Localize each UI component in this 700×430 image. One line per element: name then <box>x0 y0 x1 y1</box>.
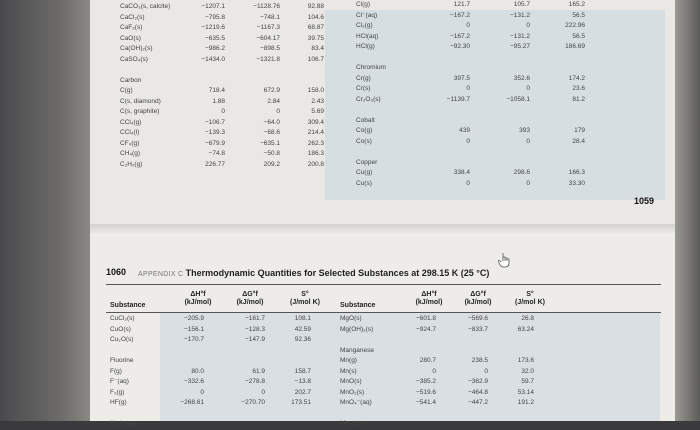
dH-cell: −1139.7 <box>446 95 470 103</box>
S-cell: 63.24 <box>517 325 534 333</box>
dG-cell: −604.17 <box>256 34 280 42</box>
dH-cell: 0 <box>200 388 204 396</box>
substance-cell: CaCO₃(s, calcite) <box>120 3 171 10</box>
dH-cell <box>430 116 470 127</box>
S-cell <box>290 65 324 76</box>
S-cell: 5.69 <box>311 108 324 115</box>
page-number-1060: 1060 <box>106 267 127 277</box>
dH-cell: −332.6 <box>183 378 204 385</box>
substance-cell: CaSO₄(s) <box>120 55 148 63</box>
top-left-dH-column <box>185 2 225 170</box>
dH-cell <box>430 105 470 116</box>
top-left-S-column <box>290 2 324 170</box>
header-S-right: S° (J/mol K) <box>515 291 545 306</box>
dG-cell: 0 <box>276 108 280 115</box>
dH-cell: −1434.0 <box>201 55 225 63</box>
substance-cell <box>110 346 138 357</box>
dH-cell <box>400 409 436 420</box>
header-dH-left: ΔH°f (kJ/mol) <box>184 291 212 306</box>
dG-cell: −131.2 <box>509 32 530 40</box>
substance-cell: CH₄(g) <box>120 150 140 157</box>
S-cell <box>545 116 585 127</box>
page-fold <box>90 224 675 236</box>
S-cell: 56.5 <box>572 32 585 40</box>
substance-cell: HF(g) <box>110 399 127 406</box>
bottom-left-S-column <box>275 314 311 430</box>
dG-cell <box>448 346 488 357</box>
dH-cell: 718.4 <box>208 87 225 94</box>
S-cell: 81.2 <box>572 95 585 103</box>
S-cell: 262.3 <box>307 139 324 147</box>
S-cell: 108.1 <box>294 315 311 322</box>
substance-cell: Chromium <box>356 64 386 71</box>
dH-cell: 226.77 <box>205 160 225 168</box>
substance-cell: Mn(s) <box>340 367 357 375</box>
dH-cell: 0 <box>221 108 225 115</box>
S-cell: 158.7 <box>294 367 311 375</box>
dH-cell: 338.4 <box>453 169 470 176</box>
S-cell <box>545 158 585 169</box>
S-cell: 2.43 <box>311 97 324 105</box>
bottom-right-S-column <box>498 314 534 430</box>
dG-cell: −1321.8 <box>256 55 280 63</box>
S-cell: 173.6 <box>517 357 534 364</box>
S-cell: 158.0 <box>307 87 324 94</box>
dG-cell <box>448 409 488 420</box>
S-cell: 186.69 <box>565 43 585 50</box>
dG-cell: −833.7 <box>467 325 488 333</box>
S-cell: 214.4 <box>307 129 324 136</box>
dH-cell <box>168 409 204 420</box>
dG-cell: −748.1 <box>259 13 280 21</box>
dH-cell: 439 <box>459 127 470 134</box>
dH-cell: −519.6 <box>415 388 436 396</box>
substance-cell: Cobalt <box>356 116 375 124</box>
header-substance-left: Substance <box>110 302 146 309</box>
substance-cell: MgO(s) <box>340 315 362 322</box>
S-cell: 42.59 <box>294 325 311 333</box>
substance-cell: Co(s) <box>356 137 372 145</box>
substance-cell: Cu(s) <box>356 179 372 187</box>
S-cell: 166.3 <box>568 169 585 176</box>
dH-cell: −1219.6 <box>201 24 225 31</box>
dG-cell: 298.6 <box>513 169 530 176</box>
dH-cell: −74.8 <box>208 150 225 157</box>
substance-cell: C₂H₂(g) <box>120 160 143 168</box>
dH-cell: −986.2 <box>204 45 225 52</box>
S-cell: 174.2 <box>568 74 585 82</box>
dG-cell: −161.7 <box>244 315 265 322</box>
top-right-dH-column <box>430 0 470 189</box>
dH-cell: −385.2 <box>415 378 436 385</box>
S-cell: 53.14 <box>517 388 534 396</box>
dG-cell: 2.84 <box>267 97 280 105</box>
dH-cell <box>430 63 470 74</box>
header-top-rule <box>106 284 661 285</box>
substance-cell <box>356 53 386 64</box>
substance-cell <box>356 147 386 158</box>
dG-cell <box>490 147 530 158</box>
substance-cell: CuO(s) <box>110 325 131 333</box>
S-cell <box>290 76 324 87</box>
substance-cell: HCl(aq) <box>356 32 379 40</box>
substance-cell: Cr₂O₃(s) <box>356 95 381 103</box>
dH-cell: −167.2 <box>449 11 470 19</box>
dH-cell <box>185 65 225 76</box>
substance-cell: CF₄(g) <box>120 139 140 147</box>
dH-cell <box>430 53 470 64</box>
S-cell <box>545 147 585 158</box>
substance-cell: Cu(g) <box>356 169 373 176</box>
bottom-left-dG-column <box>225 314 265 430</box>
dH-cell <box>400 346 436 357</box>
dH-cell <box>430 158 470 169</box>
top-right-S-column <box>545 0 585 189</box>
substance-cell: CaO(s) <box>120 34 141 42</box>
dG-cell: −50.8 <box>263 150 280 157</box>
dG-cell <box>240 65 280 76</box>
S-cell: 92.88 <box>307 3 324 10</box>
S-cell <box>498 335 534 346</box>
bottom-right-dG-column <box>448 314 488 430</box>
substance-cell: F₂(g) <box>110 388 125 396</box>
substance-cell: Mg(OH)₂(s) <box>340 325 374 333</box>
dH-cell: −92.30 <box>449 43 470 50</box>
dG-cell: −95.27 <box>509 43 530 50</box>
S-cell: 106.7 <box>307 55 324 63</box>
dH-cell: −795.8 <box>204 13 225 21</box>
dH-cell: 0 <box>466 179 470 187</box>
top-right-substance-column <box>356 0 386 189</box>
bottom-right-dH-column <box>400 314 436 430</box>
substance-cell: HCl(g) <box>356 43 375 50</box>
bottom-left-substance-column <box>110 314 138 430</box>
dG-cell: −464.8 <box>467 388 488 396</box>
top-left-substance-column <box>120 2 170 170</box>
S-cell: 32.0 <box>521 367 534 375</box>
dH-cell <box>400 335 436 346</box>
dG-cell: 0 <box>261 388 265 396</box>
dH-cell: −205.9 <box>183 315 204 322</box>
substance-cell <box>120 65 170 76</box>
S-cell: 39.75 <box>307 34 324 42</box>
dG-cell <box>240 76 280 87</box>
dH-cell: −679.9 <box>204 139 225 147</box>
substance-cell <box>340 335 374 346</box>
dH-cell: −170.7 <box>183 336 204 343</box>
substance-cell: Fluorine <box>110 357 134 364</box>
S-cell <box>498 409 534 420</box>
substance-cell: CuCl₂(s) <box>110 315 135 322</box>
dG-cell: −270.70 <box>241 399 265 406</box>
S-cell: 186.3 <box>307 150 324 157</box>
dG-cell: −131.2 <box>509 11 530 19</box>
dG-cell: −569.6 <box>467 315 488 322</box>
dG-cell: 672.9 <box>263 87 280 94</box>
dH-cell <box>168 356 204 367</box>
bottom-right-substance-column <box>340 314 374 430</box>
S-cell <box>275 409 311 420</box>
bottom-left-dH-column <box>168 314 204 430</box>
header-dH-right: ΔH°f (kJ/mol) <box>415 291 443 306</box>
dG-cell: −1058.1 <box>506 95 530 103</box>
dH-cell: 0 <box>466 85 470 92</box>
dG-cell <box>448 335 488 346</box>
dG-cell: −362.9 <box>467 378 488 385</box>
substance-cell: MnO₄⁻(aq) <box>340 399 372 406</box>
S-cell: 202.7 <box>294 388 311 396</box>
S-cell: 191.2 <box>517 399 534 406</box>
substance-cell: Mercury <box>340 420 364 427</box>
substance-cell: CaCl₂(s) <box>120 13 145 21</box>
S-cell: 68.87 <box>307 24 324 31</box>
substance-cell: Cl₂(g) <box>356 22 373 29</box>
S-cell: 165.2 <box>568 1 585 8</box>
S-cell: −13.8 <box>294 378 311 385</box>
dG-cell: 105.7 <box>513 1 530 8</box>
dG-cell: −128.3 <box>244 325 265 333</box>
dG-cell <box>490 158 530 169</box>
dH-cell <box>185 76 225 87</box>
dG-cell <box>225 409 265 420</box>
S-cell <box>545 63 585 74</box>
dH-cell: −167.2 <box>449 32 470 40</box>
table-title <box>138 268 489 278</box>
substance-cell: C(g) <box>120 87 133 94</box>
substance-cell <box>340 409 374 420</box>
substance-cell <box>110 409 138 420</box>
substance-cell: C(s, graphite) <box>120 108 160 115</box>
dH-cell: −139.3 <box>204 129 225 136</box>
top-left-dG-column <box>240 2 280 170</box>
S-cell: 309.4 <box>307 118 324 126</box>
dG-cell: −1167.3 <box>256 24 280 31</box>
dH-cell: 0 <box>466 137 470 145</box>
dG-cell: −147.9 <box>244 336 265 343</box>
header-dG-right: ΔG°f (kJ/mol) <box>464 291 492 306</box>
dG-cell <box>490 63 530 74</box>
substance-cell: Cr(s) <box>356 85 371 92</box>
substance-cell: Cr(g) <box>356 74 371 82</box>
substance-cell: CaF₂(s) <box>120 24 143 31</box>
dH-cell: −268.61 <box>180 399 204 406</box>
S-cell: 56.5 <box>572 11 585 19</box>
S-cell: 26.8 <box>521 315 534 322</box>
dG-cell <box>225 356 265 367</box>
dG-cell: 238.5 <box>471 357 488 364</box>
dG-cell <box>225 346 265 357</box>
substance-cell: C(s, diamond) <box>120 97 161 105</box>
S-cell <box>545 53 585 64</box>
dG-cell: −898.5 <box>259 45 280 52</box>
S-cell: 59.7 <box>521 378 534 385</box>
substance-cell: Hydrogen <box>110 420 139 427</box>
dH-cell: −635.5 <box>204 34 225 42</box>
dH-cell: 121.7 <box>453 1 470 8</box>
substance-cell: F⁻(aq) <box>110 378 129 385</box>
substance-cell <box>356 105 386 116</box>
substance-cell: F(g) <box>110 367 122 375</box>
appendix-label: APPENDIX C <box>138 271 184 278</box>
page-number-1059: 1059 <box>634 196 655 206</box>
dG-cell <box>490 53 530 64</box>
S-cell: 28.4 <box>572 137 585 145</box>
S-cell: 179 <box>574 127 585 134</box>
dG-cell: −64.0 <box>263 118 280 126</box>
S-cell <box>545 105 585 116</box>
dH-cell: 1.88 <box>212 97 225 105</box>
hand-pointer-icon <box>498 252 512 268</box>
dH-cell: 80.0 <box>191 367 204 375</box>
substance-cell: Cu₂O(s) <box>110 336 134 343</box>
dH-cell: −601.8 <box>415 315 436 322</box>
dH-cell <box>430 147 470 158</box>
dH-cell <box>168 346 204 357</box>
binder-background <box>0 0 90 421</box>
dG-cell: 0 <box>526 22 530 29</box>
dG-cell <box>490 105 530 116</box>
S-cell: 173.51 <box>291 399 311 406</box>
header-substance-right: Substance <box>340 302 376 309</box>
substance-cell: MnO(s) <box>340 378 362 385</box>
S-cell: 23.6 <box>572 85 585 92</box>
dG-cell: −635.1 <box>259 139 280 147</box>
dH-cell: −541.4 <box>415 399 436 406</box>
substance-cell: Cl(g) <box>356 1 371 8</box>
dH-cell: −106.7 <box>204 118 225 126</box>
dH-cell: 280.7 <box>419 357 436 364</box>
S-cell: 33.30 <box>568 179 585 187</box>
S-cell <box>275 356 311 367</box>
substance-cell: CCl₄(l) <box>120 129 140 136</box>
table-title-text: Thermodynamic Quantities for Selected Substances at 298.15 K (25 °C) <box>185 268 490 278</box>
dG-cell: 0 <box>526 85 530 92</box>
dH-cell: 397.5 <box>453 74 470 82</box>
S-cell: 222.96 <box>565 22 585 29</box>
dH-cell: −1207.1 <box>201 3 225 10</box>
substance-cell: MnO₂(s) <box>340 388 365 396</box>
page-edge <box>675 0 700 421</box>
dG-cell <box>490 116 530 127</box>
dG-cell: 0 <box>484 367 488 375</box>
S-cell <box>275 346 311 357</box>
dH-cell: 0 <box>432 367 436 375</box>
S-cell: 83.4 <box>311 45 324 52</box>
dG-cell: 209.2 <box>263 160 280 168</box>
S-cell <box>498 346 534 357</box>
S-cell: 104.6 <box>307 13 324 21</box>
dG-cell: 0 <box>526 137 530 145</box>
substance-cell: Co(g) <box>356 127 373 134</box>
S-cell: 92.36 <box>294 336 311 343</box>
dG-cell: −1128.76 <box>253 3 280 10</box>
top-right-dG-column <box>490 0 530 189</box>
dG-cell: 393 <box>519 127 530 134</box>
substance-cell: Copper <box>356 158 378 166</box>
header-S-left: S° (J/mol K) <box>290 291 320 306</box>
header-dG-left: ΔG°f (kJ/mol) <box>236 291 264 306</box>
dG-cell: 0 <box>526 179 530 187</box>
dH-cell: −156.1 <box>183 325 204 333</box>
dG-cell: 61.9 <box>252 367 265 375</box>
substance-cell: Mn(g) <box>340 357 357 364</box>
S-cell: 200.8 <box>307 160 324 168</box>
substance-cell: CCl₄(g) <box>120 118 142 126</box>
substance-cell: Carbon <box>120 76 142 84</box>
dG-cell: −68.6 <box>263 129 280 136</box>
dH-cell: 0 <box>466 22 470 29</box>
dH-cell: −924.7 <box>415 325 436 333</box>
dG-cell: 352.6 <box>513 74 530 82</box>
substance-cell: Cl⁻(aq) <box>356 11 378 19</box>
substance-cell: Ca(OH)₂(s) <box>120 45 153 52</box>
dG-cell: −278.8 <box>244 378 265 385</box>
substance-cell: Manganese <box>340 346 374 354</box>
dG-cell: −447.2 <box>467 399 488 406</box>
